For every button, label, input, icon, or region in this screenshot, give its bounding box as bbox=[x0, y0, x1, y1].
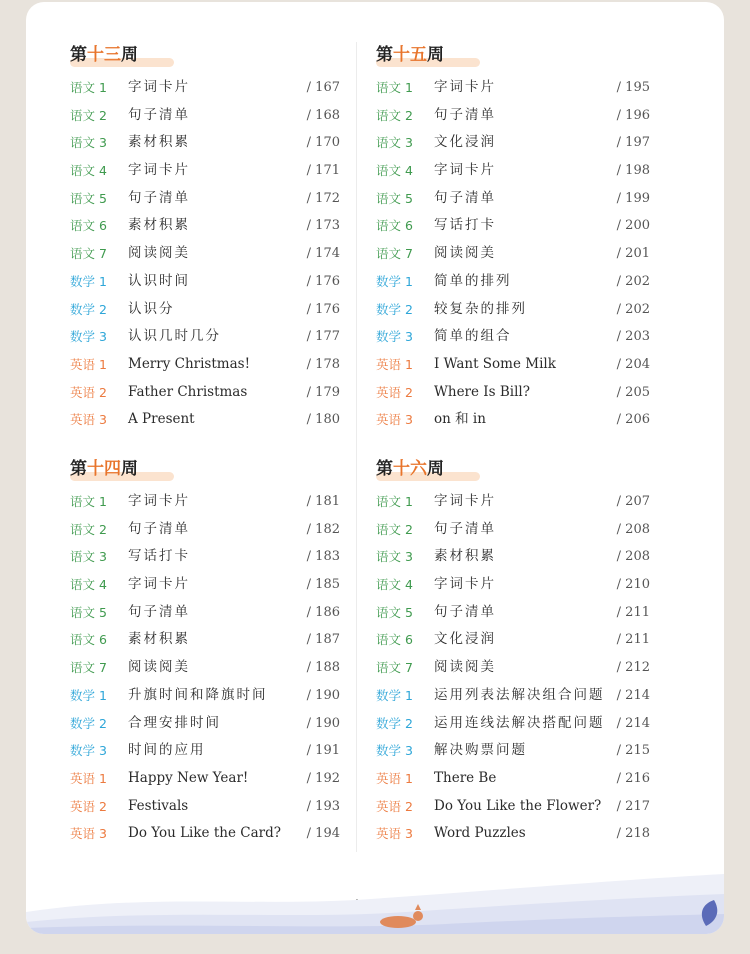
toc-entry[interactable] bbox=[70, 212, 340, 240]
entry-title: 字词卡片 bbox=[128, 79, 190, 95]
subject-label: 语文 6 bbox=[70, 632, 107, 648]
page-ref: / 206 bbox=[616, 412, 650, 428]
subject-label: 英语 1 bbox=[376, 356, 413, 372]
toc-entry[interactable] bbox=[376, 406, 650, 434]
toc-entry[interactable] bbox=[376, 296, 650, 324]
page-ref: / 190 bbox=[306, 687, 340, 703]
subject-label: 英语 2 bbox=[376, 384, 413, 400]
page-ref: / 190 bbox=[306, 715, 340, 731]
page-ref-number: 191 bbox=[315, 743, 340, 759]
toc-entry[interactable] bbox=[376, 682, 650, 710]
page-ref-number: 212 bbox=[625, 660, 650, 676]
page-ref: / 170 bbox=[306, 135, 340, 151]
page-ref: / 185 bbox=[306, 577, 340, 593]
page-ref-number: 203 bbox=[625, 329, 650, 345]
subject-label: 语文 5 bbox=[70, 604, 107, 620]
entry-title: I Want Some Milk bbox=[434, 355, 556, 372]
week-section bbox=[70, 454, 340, 848]
page-ref: / 183 bbox=[306, 549, 340, 565]
page-ref: / 177 bbox=[306, 329, 340, 345]
page-ref-number: 205 bbox=[625, 384, 650, 400]
subject-label: 英语 2 bbox=[70, 384, 107, 400]
subject-label: 语文 2 bbox=[376, 521, 413, 537]
decorative-waves bbox=[26, 864, 724, 934]
subject-label: 数学 3 bbox=[376, 743, 413, 759]
page-ref: / 204 bbox=[616, 356, 650, 372]
entry-title: 合理安排时间 bbox=[128, 714, 221, 731]
toc-entry[interactable] bbox=[70, 543, 340, 571]
page-ref-number: 186 bbox=[315, 604, 340, 620]
page-ref: / 201 bbox=[616, 246, 650, 262]
subject-label: 语文 6 bbox=[376, 632, 413, 648]
subject-label: 语文 2 bbox=[376, 107, 413, 123]
subject-label: 语文 5 bbox=[70, 190, 107, 206]
toc-entry[interactable] bbox=[376, 737, 650, 765]
subject-label: 语文 4 bbox=[376, 577, 413, 593]
toc-entry[interactable] bbox=[376, 710, 650, 738]
page-ref: / 199 bbox=[616, 190, 650, 206]
entry-title: 认识几时几分 bbox=[128, 328, 221, 345]
page-ref: / 182 bbox=[306, 521, 340, 537]
page-ref-number: 172 bbox=[315, 190, 340, 206]
toc-entry[interactable] bbox=[70, 820, 340, 848]
entry-title: 写话打卡 bbox=[434, 217, 496, 234]
toc-entry[interactable] bbox=[376, 185, 650, 213]
page-ref-number: 193 bbox=[315, 798, 340, 814]
week-section bbox=[376, 40, 650, 434]
page-ref: / 188 bbox=[306, 660, 340, 676]
page-ref-number: 216 bbox=[625, 770, 650, 786]
entry-title: 句子清单 bbox=[434, 189, 496, 206]
entry-title: 句子清单 bbox=[434, 603, 496, 620]
page-ref-number: 214 bbox=[625, 687, 650, 703]
toc-entry[interactable] bbox=[376, 212, 650, 240]
week-title-prefix: 第 bbox=[70, 459, 87, 479]
entry-title: 字词卡片 bbox=[434, 576, 496, 593]
page-ref-number: 210 bbox=[625, 577, 650, 593]
entry-title: Festivals bbox=[128, 797, 189, 814]
toc-entry[interactable] bbox=[70, 599, 340, 627]
entry-title: 阅读阅美 bbox=[128, 659, 190, 676]
subject-label: 英语 1 bbox=[70, 356, 107, 372]
toc-entry[interactable] bbox=[376, 102, 650, 130]
page-ref: / 215 bbox=[616, 743, 650, 759]
page-ref: / 167 bbox=[306, 80, 340, 95]
toc-entry[interactable] bbox=[376, 626, 650, 654]
toc-entry[interactable] bbox=[376, 654, 650, 682]
page-ref: / 207 bbox=[616, 494, 650, 509]
toc-entry[interactable] bbox=[376, 157, 650, 185]
toc-entry[interactable] bbox=[70, 737, 340, 765]
entry-title: 升旗时间和降旗时间 bbox=[128, 686, 268, 703]
page-ref-number: 168 bbox=[315, 107, 340, 123]
entry-title: A Present bbox=[128, 411, 195, 428]
subject-label: 语文 2 bbox=[70, 107, 107, 123]
page-ref-number: 171 bbox=[315, 163, 340, 179]
page-ref-number: 208 bbox=[625, 549, 650, 565]
subject-label: 英语 2 bbox=[70, 798, 107, 814]
page-ref-number: 202 bbox=[625, 301, 650, 317]
subject-label: 英语 3 bbox=[70, 826, 107, 842]
page-ref-number: 214 bbox=[625, 715, 650, 731]
toc-entry[interactable] bbox=[70, 351, 340, 379]
toc-entry[interactable] bbox=[70, 157, 340, 185]
entry-title: 字词卡片 bbox=[128, 493, 190, 509]
page-ref-number: 196 bbox=[625, 107, 650, 123]
subject-label: 数学 1 bbox=[376, 273, 413, 289]
toc-entry[interactable] bbox=[70, 682, 340, 710]
page-ref-number: 198 bbox=[625, 163, 650, 179]
subject-label: 英语 3 bbox=[376, 412, 413, 428]
entry-title: 阅读阅美 bbox=[434, 245, 496, 262]
week-title-suffix: 周 bbox=[121, 459, 138, 479]
subject-label: 数学 1 bbox=[376, 687, 413, 703]
toc-entry[interactable] bbox=[376, 240, 650, 268]
week-title bbox=[376, 40, 650, 74]
page-ref: / 205 bbox=[616, 384, 650, 400]
entry-title: 阅读阅美 bbox=[128, 245, 190, 262]
subject-label: 数学 1 bbox=[70, 273, 107, 289]
page-ref-number: 211 bbox=[625, 604, 650, 620]
entry-title: 素材积累 bbox=[128, 134, 190, 151]
page-ref-number: 176 bbox=[315, 301, 340, 317]
page-ref: / 197 bbox=[616, 135, 650, 151]
week-section bbox=[376, 454, 650, 848]
subject-label: 语文 7 bbox=[376, 246, 413, 262]
page-ref-number: 170 bbox=[315, 135, 340, 151]
entry-title: 素材积累 bbox=[434, 548, 496, 565]
toc-entry[interactable] bbox=[70, 185, 340, 213]
toc-entry[interactable] bbox=[70, 516, 340, 544]
week-title-number: 十三 bbox=[87, 45, 121, 65]
toc-entry[interactable] bbox=[70, 488, 340, 516]
entry-title: 简单的排列 bbox=[434, 272, 512, 289]
page-ref-number: 190 bbox=[315, 715, 340, 731]
page-ref-number: 200 bbox=[625, 218, 650, 234]
subject-label: 语文 4 bbox=[70, 163, 107, 179]
week-title-suffix: 周 bbox=[427, 45, 444, 65]
page-ref-number: 181 bbox=[315, 494, 340, 509]
entry-title: Father Christmas bbox=[128, 383, 248, 400]
page-ref-number: 217 bbox=[625, 798, 650, 814]
entry-title: 句子清单 bbox=[128, 106, 190, 123]
page-ref-number: 195 bbox=[625, 80, 650, 95]
week-title bbox=[70, 454, 340, 488]
page-ref-number: 206 bbox=[625, 412, 650, 428]
toc-entry[interactable] bbox=[70, 74, 340, 102]
page-ref: / 168 bbox=[306, 107, 340, 123]
page-ref-number: 174 bbox=[315, 246, 340, 262]
subject-label: 数学 2 bbox=[376, 301, 413, 317]
week-title bbox=[70, 40, 340, 74]
subject-label: 语文 1 bbox=[70, 494, 107, 509]
page-ref: / 208 bbox=[616, 549, 650, 565]
subject-label: 语文 5 bbox=[376, 190, 413, 206]
week-title bbox=[376, 454, 650, 488]
toc-entry[interactable] bbox=[376, 488, 650, 516]
entry-title: 句子清单 bbox=[434, 106, 496, 123]
entry-title: 字词卡片 bbox=[434, 493, 496, 509]
entry-title: 句子清单 bbox=[434, 520, 496, 537]
page-ref-number: 218 bbox=[625, 826, 650, 842]
subject-label: 语文 3 bbox=[70, 135, 107, 151]
page-ref-number: 178 bbox=[315, 356, 340, 372]
entry-title: 认识时间 bbox=[128, 272, 190, 289]
toc-entry[interactable] bbox=[70, 793, 340, 821]
toc-entry[interactable] bbox=[376, 820, 650, 848]
page-ref-number: 177 bbox=[315, 329, 340, 345]
page-ref: / 198 bbox=[616, 163, 650, 179]
page-ref-number: 188 bbox=[315, 660, 340, 676]
subject-label: 英语 2 bbox=[376, 798, 413, 814]
page-ref: / 174 bbox=[306, 246, 340, 262]
subject-label: 语文 3 bbox=[70, 549, 107, 565]
page-ref: / 180 bbox=[306, 412, 340, 428]
page-ref: / 214 bbox=[616, 715, 650, 731]
subject-label: 语文 6 bbox=[70, 218, 107, 234]
entry-title: 素材积累 bbox=[128, 217, 190, 234]
page-ref: / 172 bbox=[306, 190, 340, 206]
page-ref-number: 182 bbox=[315, 521, 340, 537]
subject-label: 语文 3 bbox=[376, 549, 413, 565]
subject-label: 语文 4 bbox=[70, 577, 107, 593]
week-title-number: 十四 bbox=[87, 459, 121, 479]
entry-title: 素材积累 bbox=[128, 631, 190, 648]
page-ref-number: 199 bbox=[625, 190, 650, 206]
toc-entry[interactable] bbox=[70, 571, 340, 599]
page-ref: / 176 bbox=[306, 301, 340, 317]
toc-entry[interactable] bbox=[376, 351, 650, 379]
entry-title: 运用列表法解决组合问题 bbox=[434, 686, 605, 703]
page-ref: / 192 bbox=[306, 770, 340, 786]
subject-label: 数学 3 bbox=[70, 329, 107, 345]
page-ref-number: 211 bbox=[625, 632, 650, 648]
subject-label: 数学 3 bbox=[70, 743, 107, 759]
page-ref-number: 173 bbox=[315, 218, 340, 234]
entry-title: 字词卡片 bbox=[434, 79, 496, 95]
page-ref: / 181 bbox=[306, 494, 340, 509]
page-ref-number: 176 bbox=[315, 273, 340, 289]
subject-label: 英语 3 bbox=[376, 826, 413, 842]
toc-entry[interactable] bbox=[376, 599, 650, 627]
subject-label: 语文 7 bbox=[70, 246, 107, 262]
week-title-suffix: 周 bbox=[121, 45, 138, 65]
entry-title: Happy New Year! bbox=[128, 769, 249, 786]
page-ref: / 200 bbox=[616, 218, 650, 234]
toc-entry[interactable] bbox=[70, 406, 340, 434]
toc-entry[interactable] bbox=[376, 793, 650, 821]
toc-entry[interactable] bbox=[376, 765, 650, 793]
toc-entry[interactable] bbox=[70, 240, 340, 268]
toc-entry[interactable] bbox=[70, 323, 340, 351]
page-ref-number: 192 bbox=[315, 770, 340, 786]
page-ref: / 173 bbox=[306, 218, 340, 234]
week-title-prefix: 第 bbox=[376, 45, 393, 65]
entry-title: There Be bbox=[434, 769, 497, 786]
entry-title: Do You Like the Flower? bbox=[434, 797, 602, 814]
page-ref-number: 202 bbox=[625, 273, 650, 289]
subject-label: 语文 1 bbox=[70, 80, 107, 95]
page-ref: / 212 bbox=[616, 660, 650, 676]
page-ref-number: 183 bbox=[315, 549, 340, 565]
page-ref-number: 201 bbox=[625, 246, 650, 262]
page-ref: / 211 bbox=[616, 632, 650, 648]
entry-title: Word Puzzles bbox=[434, 825, 526, 842]
entry-title: 文化浸润 bbox=[434, 631, 496, 648]
page-ref: / 186 bbox=[306, 604, 340, 620]
page-ref: / 196 bbox=[616, 107, 650, 123]
week-title-prefix: 第 bbox=[376, 459, 393, 479]
page-ref: / 171 bbox=[306, 163, 340, 179]
page-ref: / 203 bbox=[616, 329, 650, 345]
subject-label: 语文 5 bbox=[376, 604, 413, 620]
page-ref: / 195 bbox=[616, 80, 650, 95]
page-ref: / 210 bbox=[616, 577, 650, 593]
page-ref-number: 185 bbox=[315, 577, 340, 593]
entry-title: 阅读阅美 bbox=[434, 659, 496, 676]
subject-label: 语文 1 bbox=[376, 80, 413, 95]
entry-title: 句子清单 bbox=[128, 189, 190, 206]
toc-entry[interactable] bbox=[376, 129, 650, 157]
toc-entry[interactable] bbox=[70, 129, 340, 157]
toc-entry[interactable] bbox=[376, 516, 650, 544]
page-ref-number: 190 bbox=[315, 687, 340, 703]
entry-title: 字词卡片 bbox=[434, 162, 496, 179]
week-title-number: 十六 bbox=[393, 459, 427, 479]
page-ref: / 179 bbox=[306, 384, 340, 400]
subject-label: 英语 1 bbox=[376, 770, 413, 786]
week-section bbox=[70, 40, 340, 434]
entry-title: 字词卡片 bbox=[128, 162, 190, 179]
page-ref: / 202 bbox=[616, 301, 650, 317]
page-ref: / 217 bbox=[616, 798, 650, 814]
entry-title: Where Is Bill? bbox=[434, 383, 530, 400]
page-ref-number: 208 bbox=[625, 521, 650, 537]
page-ref: / 208 bbox=[616, 521, 650, 537]
page-ref: / 211 bbox=[616, 604, 650, 620]
page-ref-number: 204 bbox=[625, 356, 650, 372]
subject-label: 语文 2 bbox=[70, 521, 107, 537]
entry-title: 简单的组合 bbox=[434, 328, 512, 345]
page-ref-number: 197 bbox=[625, 135, 650, 151]
subject-label: 语文 7 bbox=[70, 660, 107, 676]
toc-entry[interactable] bbox=[376, 268, 650, 296]
page-ref-number: 179 bbox=[315, 384, 340, 400]
subject-label: 数学 3 bbox=[376, 329, 413, 345]
page-ref: / 176 bbox=[306, 273, 340, 289]
toc-page bbox=[26, 2, 724, 934]
toc-entry[interactable] bbox=[376, 74, 650, 102]
page-ref-number: 194 bbox=[315, 826, 340, 842]
subject-label: 语文 1 bbox=[376, 494, 413, 509]
toc-entry[interactable] bbox=[376, 571, 650, 599]
entry-title: 较复杂的排列 bbox=[434, 300, 527, 317]
page-ref: / 214 bbox=[616, 687, 650, 703]
subject-label: 英语 1 bbox=[70, 770, 107, 786]
entry-title: 解决购票问题 bbox=[434, 742, 527, 759]
subject-label: 数学 2 bbox=[70, 301, 107, 317]
toc-entry[interactable] bbox=[376, 379, 650, 407]
subject-label: 语文 7 bbox=[376, 660, 413, 676]
page-ref-number: 215 bbox=[625, 743, 650, 759]
page-ref-number: 167 bbox=[315, 80, 340, 95]
subject-label: 英语 3 bbox=[70, 412, 107, 428]
page-ref: / 187 bbox=[306, 632, 340, 648]
page-ref-number: 180 bbox=[315, 412, 340, 428]
toc-entry[interactable] bbox=[70, 379, 340, 407]
toc-entry[interactable] bbox=[70, 626, 340, 654]
toc-entry[interactable] bbox=[70, 710, 340, 738]
entry-title: 运用连线法解决搭配问题 bbox=[434, 714, 605, 731]
page-ref: / 194 bbox=[306, 826, 340, 842]
entry-title: on 和 in bbox=[434, 411, 486, 428]
toc-entry[interactable] bbox=[70, 102, 340, 130]
entry-title: 文化浸润 bbox=[434, 134, 496, 151]
week-title-prefix: 第 bbox=[70, 45, 87, 65]
week-title-number: 十五 bbox=[393, 45, 427, 65]
page-ref: / 193 bbox=[306, 798, 340, 814]
toc-entry[interactable] bbox=[70, 765, 340, 793]
page-ref-number: 207 bbox=[625, 494, 650, 509]
entry-title: 字词卡片 bbox=[128, 576, 190, 593]
entry-title: Do You Like the Card? bbox=[128, 825, 281, 842]
toc-entry[interactable] bbox=[70, 654, 340, 682]
toc-entry[interactable] bbox=[70, 268, 340, 296]
entry-title: 时间的应用 bbox=[128, 742, 206, 759]
entry-title: 句子清单 bbox=[128, 603, 190, 620]
subject-label: 数学 2 bbox=[70, 715, 107, 731]
entry-title: 认识分 bbox=[128, 300, 175, 317]
subject-label: 语文 4 bbox=[376, 163, 413, 179]
entry-title: 句子清单 bbox=[128, 520, 190, 537]
subject-label: 语文 6 bbox=[376, 218, 413, 234]
week-title-suffix: 周 bbox=[427, 459, 444, 479]
page-ref: / 218 bbox=[616, 826, 650, 842]
page-ref: / 178 bbox=[306, 356, 340, 372]
subject-label: 语文 3 bbox=[376, 135, 413, 151]
page-ref: / 202 bbox=[616, 273, 650, 289]
subject-label: 数学 1 bbox=[70, 687, 107, 703]
toc-entry[interactable] bbox=[376, 543, 650, 571]
page-ref: / 191 bbox=[306, 743, 340, 759]
toc-entry[interactable] bbox=[70, 296, 340, 324]
page-ref: / 216 bbox=[616, 770, 650, 786]
toc-entry[interactable] bbox=[376, 323, 650, 351]
entry-title: 写话打卡 bbox=[128, 548, 190, 565]
page-ref-number: 187 bbox=[315, 632, 340, 648]
column-divider bbox=[356, 42, 357, 852]
entry-title: Merry Christmas! bbox=[128, 355, 250, 372]
subject-label: 数学 2 bbox=[376, 715, 413, 731]
